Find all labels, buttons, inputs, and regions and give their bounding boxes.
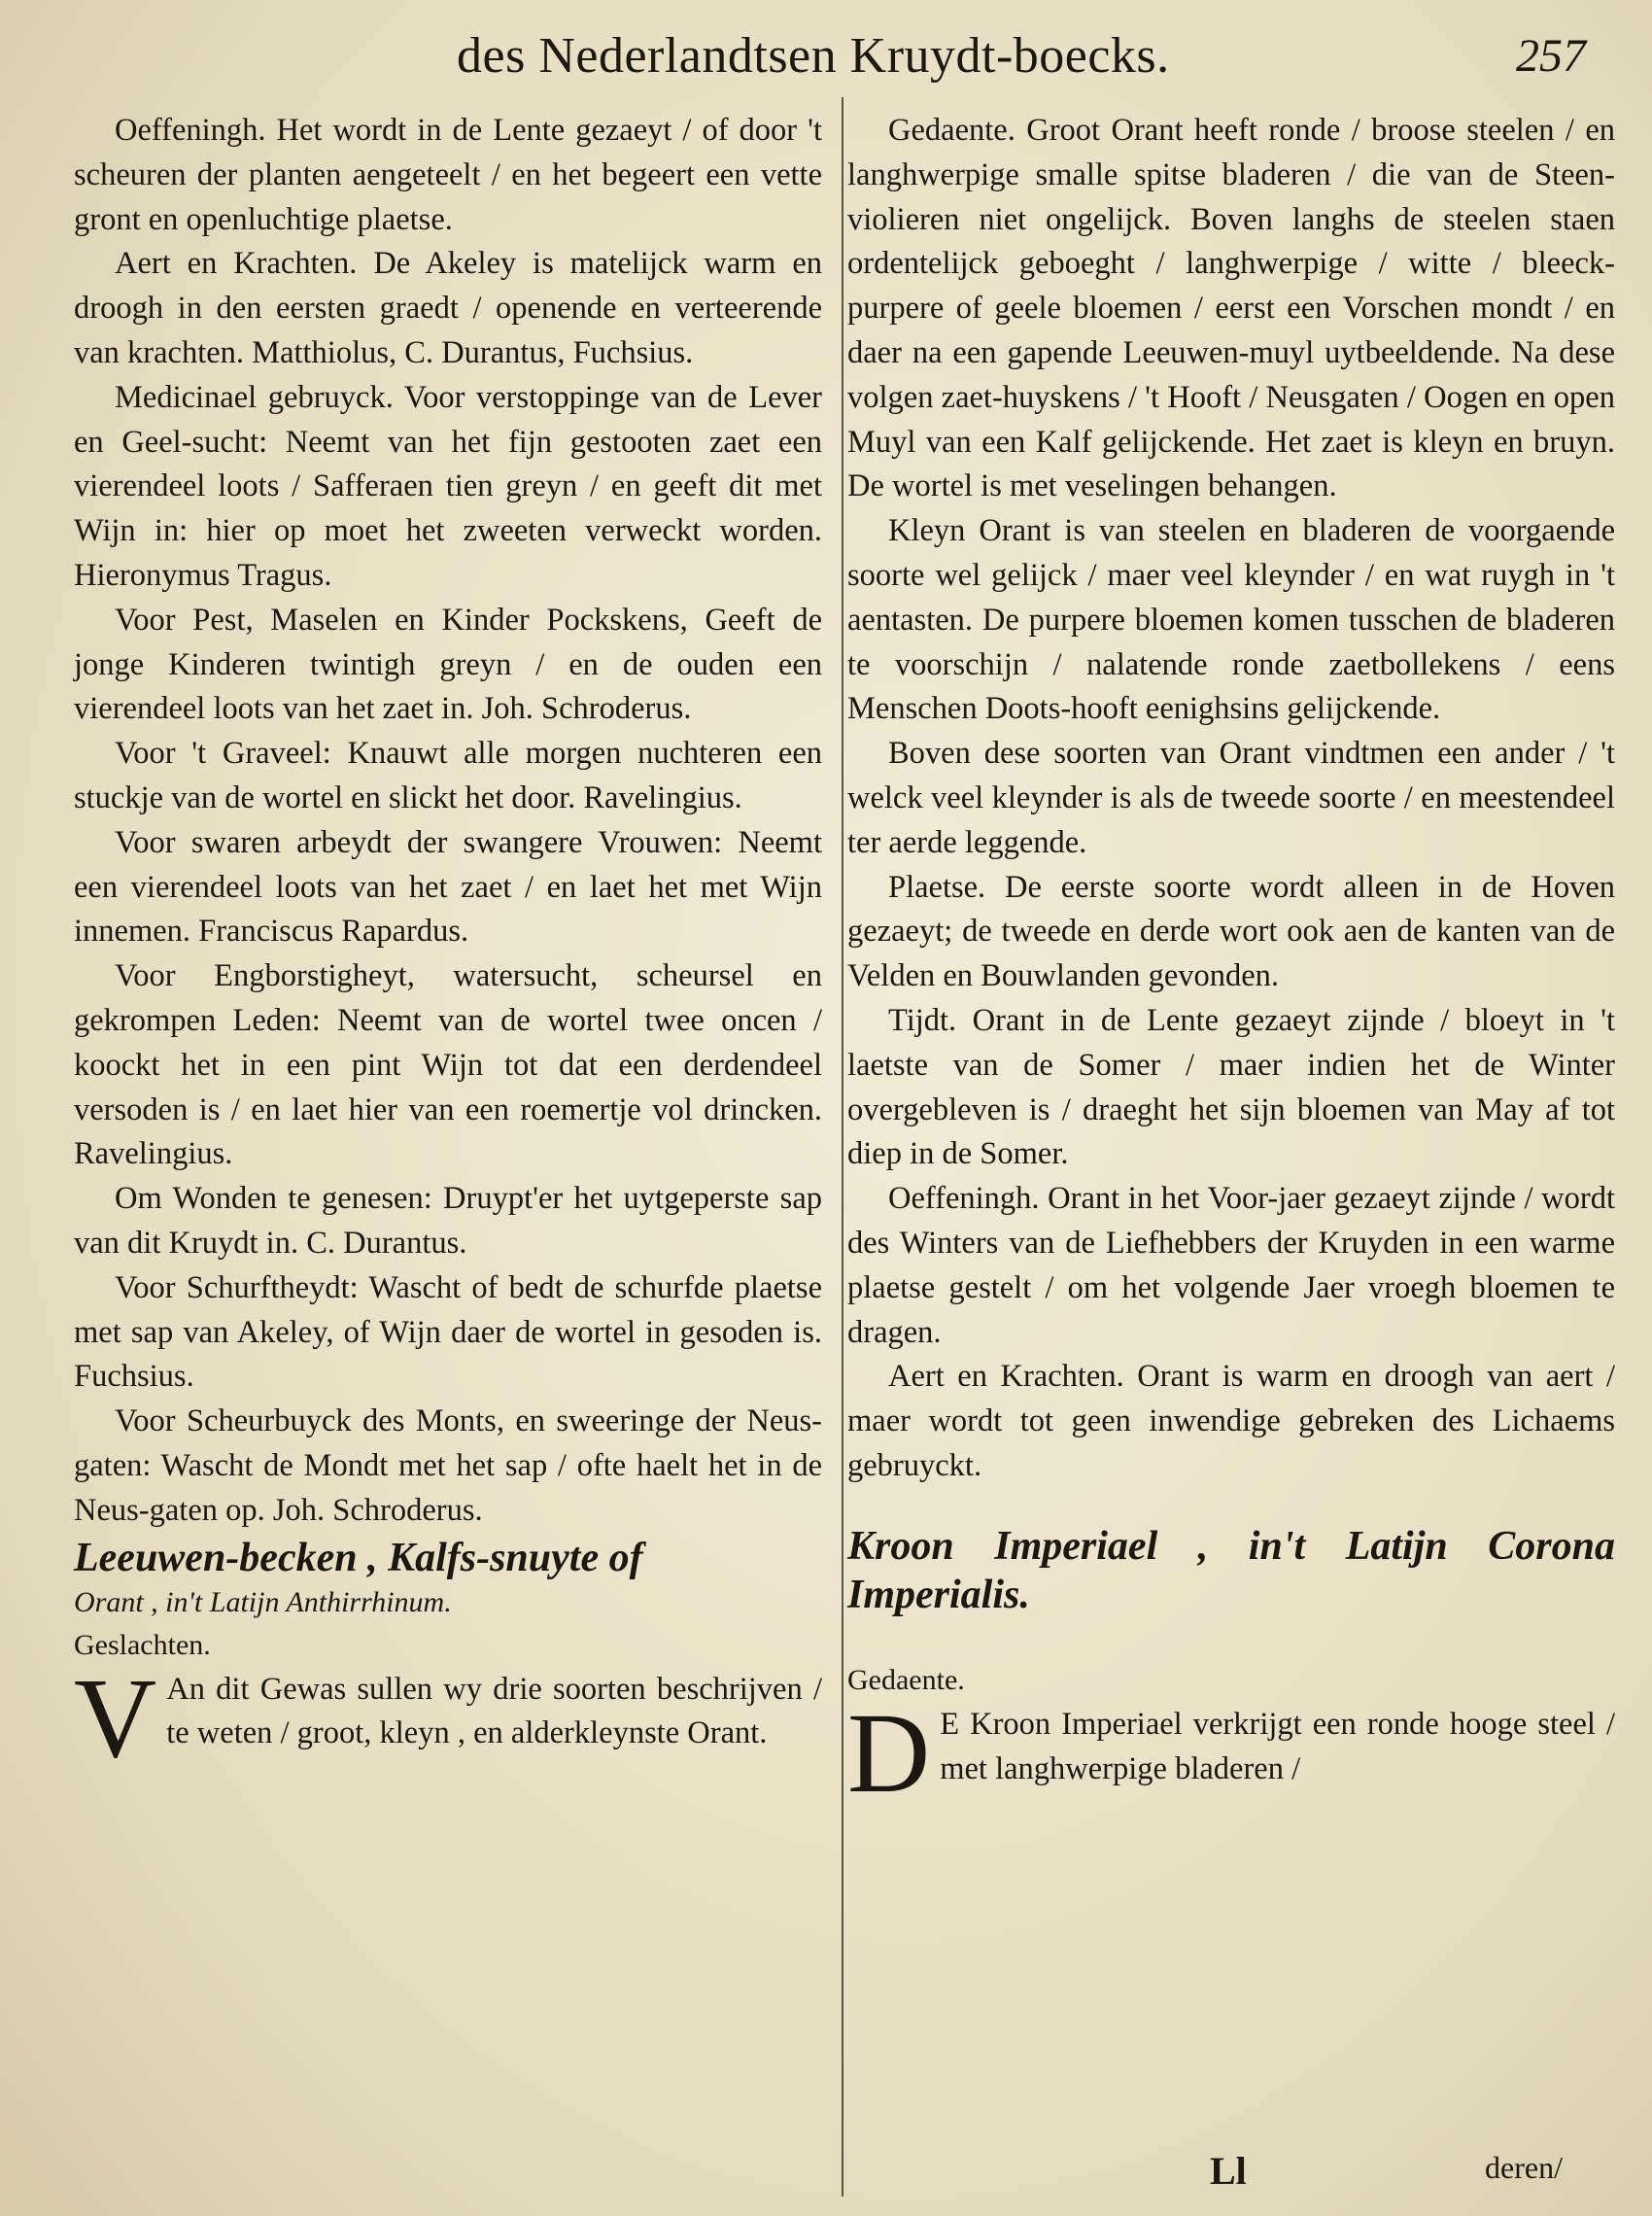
paragraph-boven-dese: Boven dese soorten van Orant vindtmen een ander / 't welck veel kleynder is als de tweede soorte / en meestendeel ter aerde leggende. <box>847 736 1615 860</box>
paragraph-aert-orant: Aert en Krachten. Orant is warm en droogh van aert / maer wordt tot geen inwendige gebreken des Lichaems gebruyckt. <box>847 1359 1615 1483</box>
drop-capital: V <box>74 1653 157 1782</box>
signature-mark: Ll <box>1210 2149 1247 2193</box>
paragraph-oeffeningh-orant: Oeffeningh. Orant in het Voor-jaer gezaeyt zijnde / wordt des Winters van de Liefhebbers der Kruyden in een warme plaetse gestelt / om het volgende Jaer vroegh bloemen te dragen. <box>847 1181 1615 1350</box>
paragraph-plaetse: Plaetse. De eerste soorte wordt alleen in de Hoven gezaeyt; de tweede en derde wort ook aen de kanten van de Velden en Bouwlanden gevonden. <box>847 869 1615 994</box>
section-heading-orant: Orant , in't Latijn Anthirrhinum. <box>74 1585 452 1618</box>
running-title: des Nederlandtsen Kruydt-boecks. <box>457 28 1170 84</box>
subheading-gedaente: Gedaente. <box>847 1663 965 1696</box>
paragraph-text: E Kroon Imperiael verkrijgt een ronde hooge steel / met langhwerpige bladeren / <box>940 1706 1615 1786</box>
right-column <box>847 109 1615 1817</box>
paragraph-wonden: Om Wonden te genesen: Druypt'er het uytgeperste sap van dit Kruydt in. C. Durantus. <box>74 1181 822 1261</box>
paragraph-aert-krachten: Aert en Krachten. De Akeley is matelijck warm en droogh in den eersten graedt / openende en verteerende van krachten. Matthiolus, C. Durantus, Fuchsius. <box>74 246 822 370</box>
page-number: 257 <box>1516 30 1586 82</box>
paragraph-schurftheydt: Voor Schurftheydt: Wascht of bedt de schurfde plaetse met sap van Akeley, of Wijn daer de wortel in gesoden is. Fuchsius. <box>74 1269 822 1395</box>
paragraph-kleyn-orant: Kleyn Orant is van steelen en bladeren de voorgaende soorte wel gelijck / maer veel kleynder / en wat ruygh in 't aentasten. De purpere bloemen komen tusschen de bladeren te voorschijn / nalatende ronde zaetbollekens / eens Menschen Doots-hooft eenighsins gelijckende. <box>847 513 1615 727</box>
column-divider <box>842 97 843 2197</box>
paragraph-swangere: Voor swaren arbeydt der swangere Vrouwen: Neemt een vierendeel loots van het zaet / en laet het met Wijn innemen. Franciscus Rapardus. <box>74 824 822 950</box>
drop-capital: D <box>847 1688 931 1817</box>
paragraph-oeffeningh: Oeffeningh. Het wordt in de Lente gezaeyt / of door 't scheuren der planten aengeteelt / en het begeert een vette gront en openluchtige plaetse. <box>74 113 822 237</box>
paragraph-tijdt: Tijdt. Orant in de Lente gezaeyt zijnde / bloeyt in 't laetste van de Somer / maer indien het de Winter overgebleven is / draeght het sijn bloemen van May af tot diep in de Somer. <box>847 1002 1615 1172</box>
paragraph-dropcap-v <box>74 1653 822 1782</box>
paragraph-dropcap-d <box>847 1688 1615 1817</box>
paragraph-engborstigheyt: Voor Engborstigheyt, watersucht, scheursel en gekrompen Leden: Neemt van de wortel twee oncen / koockt het in een pint Wijn tot dat een derdendeel versoden is / en laet hier van een roemertje vol drincken. Ravelingius. <box>74 958 822 1172</box>
section-heading-kroon-imperiael: Kroon Imperiael , in't Latijn Corona Imperialis. <box>847 1523 1615 1617</box>
paragraph-medicinael: Medicinael gebruyck. Voor verstoppinge van de Lever en Geel-sucht: Neemt van het fijn gestooten zaet een vierendeel loots / Safferaen tien greyn / en geeft dit met Wijn in: hier op moet het zweeten verweckt worden. Hieronymus Tragus. <box>74 379 822 593</box>
paragraph-pest: Voor Pest, Maselen en Kinder Pockskens, Geeft de jonge Kinderen twintigh greyn / en de ouden een vierendeel loots van het zaet in. Joh. Schroderus. <box>74 602 822 727</box>
catchword: deren/ <box>1485 2150 1563 2185</box>
left-column <box>74 109 822 1782</box>
subheading-geslachten: Geslachten. <box>74 1628 211 1661</box>
section-heading-leeuwen-becken: Leeuwen-becken , Kalfs-snuyte of <box>74 1535 643 1580</box>
paragraph-gedaente: Gedaente. Groot Orant heeft ronde / broose steelen / en langhwerpige smalle spitse bladeren / die van de Steen-violieren niet ongelijck. Boven langhs de steelen staen ordentelijck geboeght / langhwerpige / witte / bleeck-purpere of geele bloemen / eerst een Vorschen mondt / en daer na een gapende Leeuwen-muyl uytbeeldende. Na dese volgen zaet-huyskens / 't Hooft / Neusgaten / Oogen en open Muyl van een Kalf gelijckende. Het zaet is kleyn en bruyn. De wortel is met veselingen behangen. <box>847 113 1615 504</box>
paragraph-graveel: Voor 't Graveel: Knauwt alle morgen nuchteren een stuckje van de wortel en slickt het door. Ravelingius. <box>74 736 822 815</box>
paragraph-text: An dit Gewas sullen wy drie soorten beschrijven / te weten / groot, kleyn , en alderkleynste Orant. <box>166 1671 822 1751</box>
paragraph-scheurbuyck: Voor Scheurbuyck des Monts, en sweeringe der Neus-gaten: Wascht de Mondt met het sap / ofte haelt het in de Neus-gaten op. Joh. Schroderus. <box>74 1403 822 1528</box>
